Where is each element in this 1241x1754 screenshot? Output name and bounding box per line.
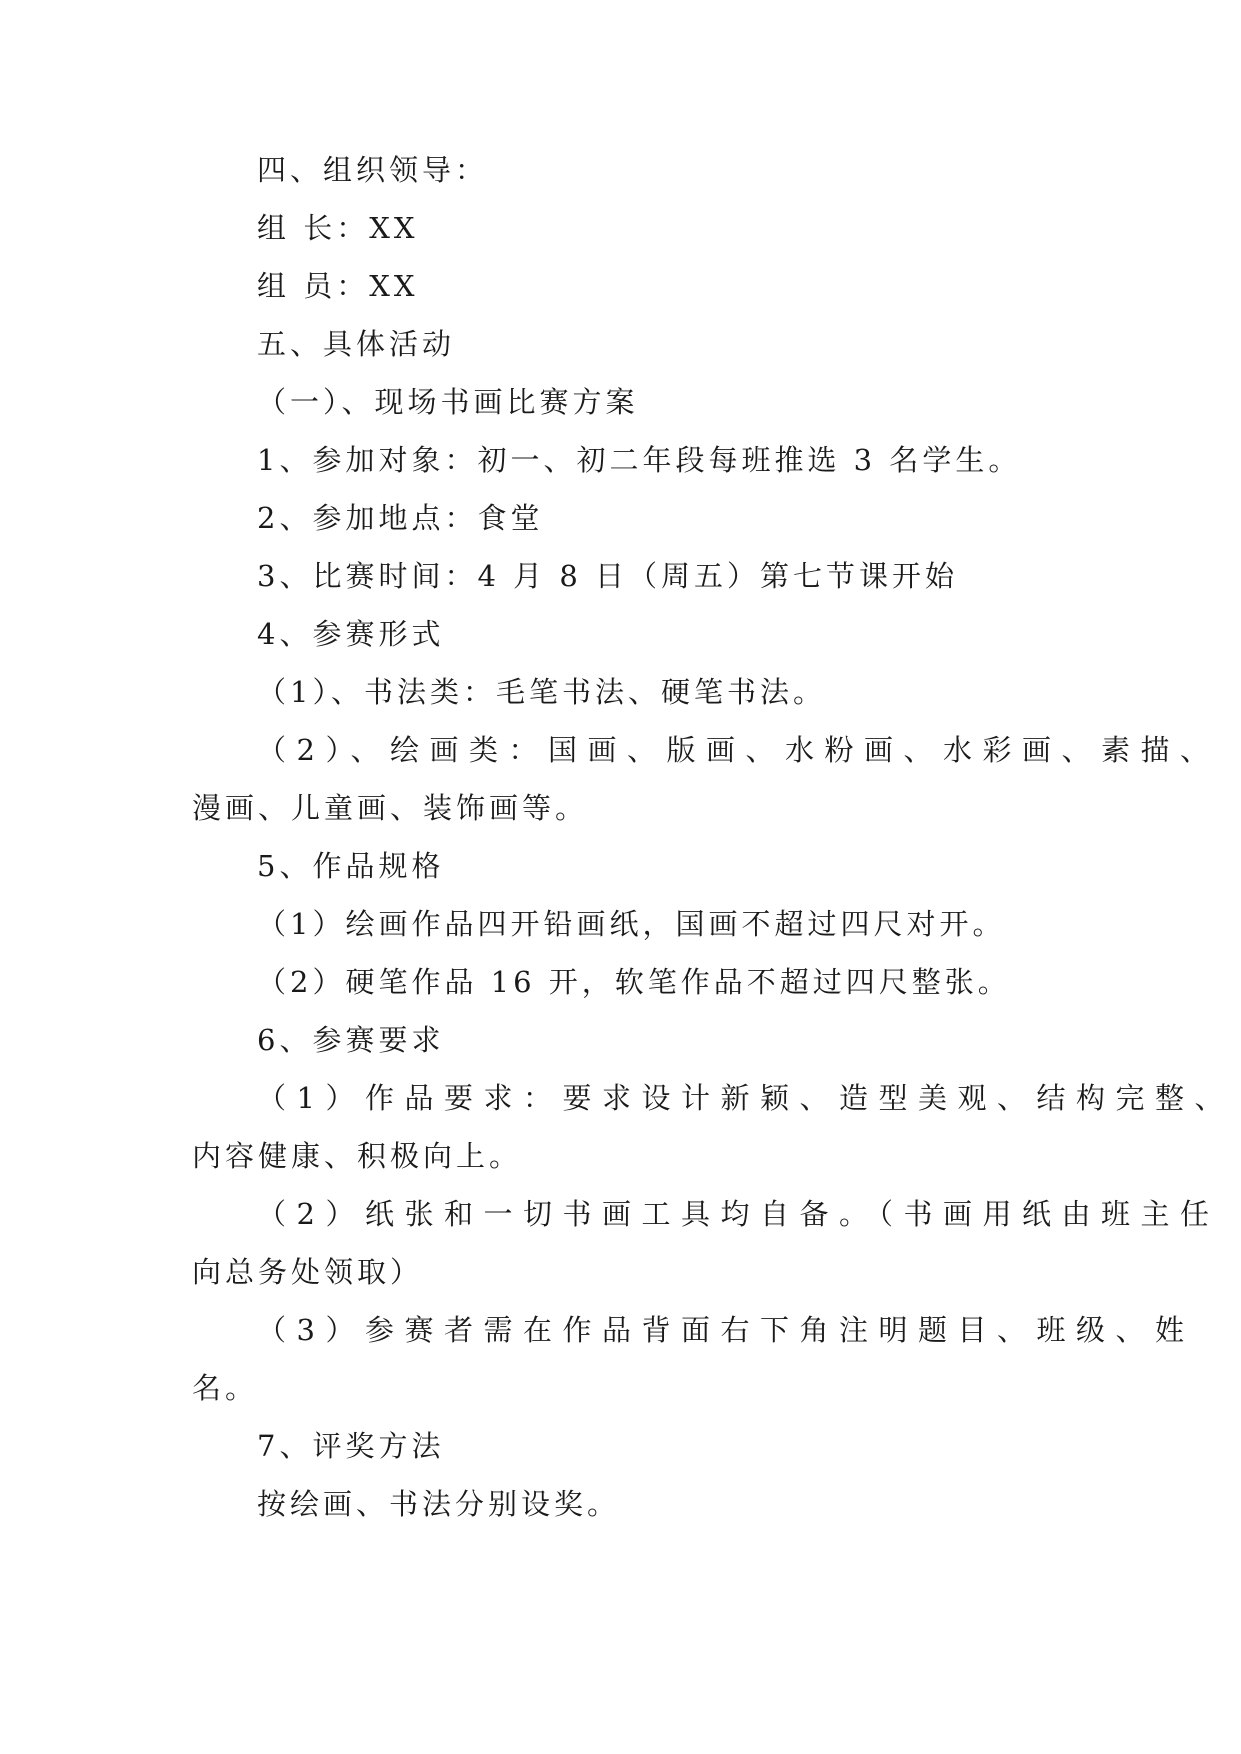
requirement-labeling: （3）参赛者需在作品背面右下角注明题目、班级、姓 [257,1313,1195,1347]
item-contest-time: 3、比赛时间：4 月 8 日（周五）第七节课开始 [257,559,959,593]
spec-pen-calligraphy: （2）硬笔作品 16 开，软笔作品不超过四尺整张。 [257,965,1011,999]
item-work-specs: 5、作品规格 [257,849,445,883]
subsection-heading-contest-plan: （一）、现场书画比赛方案 [257,385,639,419]
requirement-work-continued: 内容健康、积极向上。 [192,1139,523,1173]
requirement-materials-continued: 向总务处领取） [192,1255,424,1289]
spec-painting: （1）绘画作品四开铅画纸，国画不超过四尺对开。 [257,907,1006,941]
requirement-materials: （2）纸张和一切书画工具均自备。（书画用纸由班主任 [257,1197,1220,1231]
format-painting-continued: 漫画、儿童画、装饰画等。 [192,791,589,825]
section-heading-organization: 四、组织领导： [257,153,489,187]
section-heading-activities: 五、具体活动 [257,327,456,361]
format-calligraphy: （1）、书法类：毛笔书法、硬笔书法。 [257,675,826,709]
item-award-method: 7、评奖方法 [257,1429,445,1463]
group-member-line: 组 员：XX [257,269,419,303]
group-leader-line: 组 长：XX [257,211,419,245]
item-location: 2、参加地点：食堂 [257,501,544,535]
format-painting: （2）、绘画类：国画、版画、水粉画、水彩画、素描、 [257,733,1220,767]
requirement-work: （1）作品要求：要求设计新颖、造型美观、结构完整、 [257,1081,1234,1115]
requirement-labeling-continued: 名。 [192,1371,259,1405]
item-contest-format: 4、参赛形式 [257,617,445,651]
item-participants: 1、参加对象：初一、初二年段每班推选 3 名学生。 [257,443,1022,477]
item-requirements: 6、参赛要求 [257,1023,445,1057]
award-method-text: 按绘画、书法分别设奖。 [257,1487,621,1521]
